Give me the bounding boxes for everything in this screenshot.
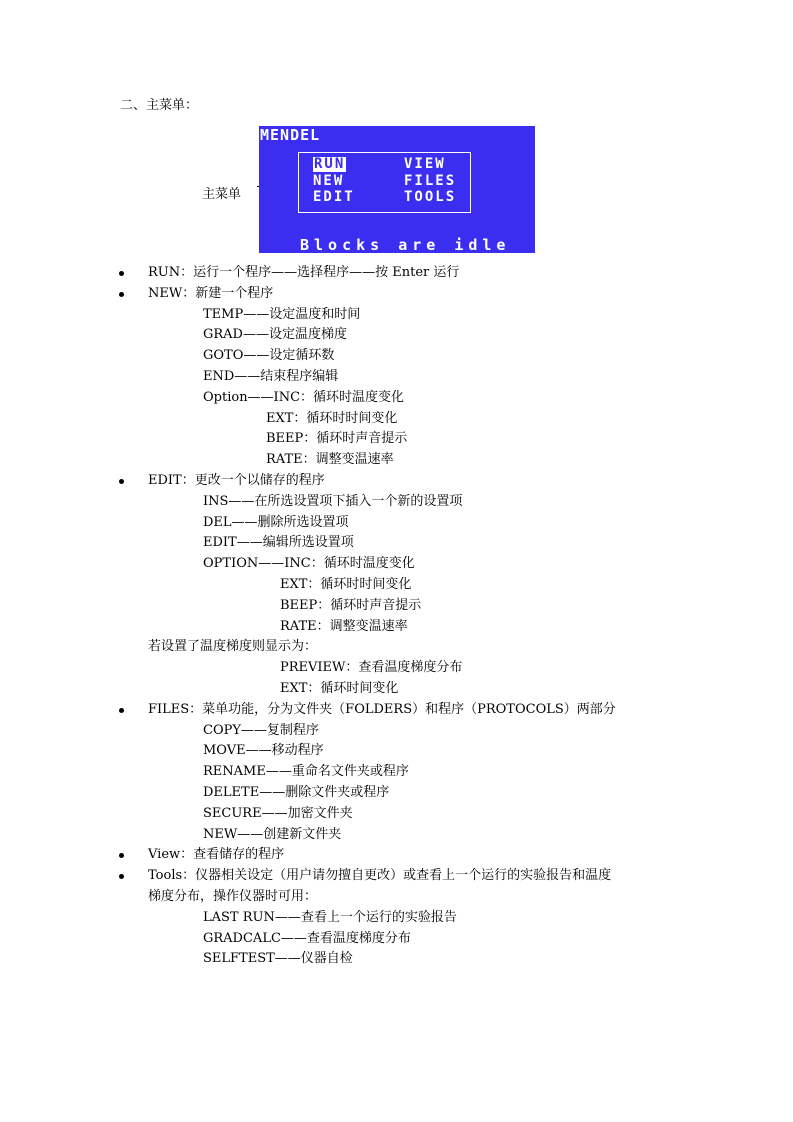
device-screen xyxy=(259,126,535,253)
list-subitem: BEEP：循环时声音提示 xyxy=(266,431,408,447)
list-subitem: TEMP——设定温度和时间 xyxy=(203,306,361,322)
menu-item-files[interactable]: FILES xyxy=(404,173,457,189)
list-subitem: RATE：调整变温速率 xyxy=(280,618,408,634)
menu-item-new[interactable]: NEW xyxy=(313,173,345,189)
list-subitem: DELETE——删除文件夹或程序 xyxy=(203,785,390,800)
list-subitem: RENAME——重命名文件夹或程序 xyxy=(203,764,409,780)
menu-item-tools[interactable]: TOOLS xyxy=(404,189,457,205)
menu-item-run[interactable]: RUN xyxy=(314,156,346,172)
list-subitem: NEW——创建新文件夹 xyxy=(203,826,342,842)
list-subitem: SELFTEST——仪器自检 xyxy=(203,951,353,967)
list-item: Tools：仪器相关设定（用户请勿擅自更改）或查看上一个运行的实验报告和温度 xyxy=(148,868,612,884)
list-subitem: PREVIEW：查看温度梯度分布 xyxy=(280,660,463,676)
list-subitem: END——结束程序编辑 xyxy=(203,369,339,384)
list-subitem: Option——INC：循环时温度变化 xyxy=(203,389,405,405)
list-subitem: MOVE——移动程序 xyxy=(203,743,324,759)
section-heading: 二、主菜单： xyxy=(120,98,199,113)
screen-status: Blocks are idle xyxy=(300,236,511,253)
list-subitem: GRADCALC——查看温度梯度分布 xyxy=(203,930,411,946)
screen-title: MENDEL xyxy=(260,126,321,144)
callout-label: 主菜单 xyxy=(202,187,242,202)
menu-item-edit[interactable]: EDIT xyxy=(313,189,355,205)
bullet-icon xyxy=(119,292,124,297)
list-subitem: SECURE——加密文件夹 xyxy=(203,805,353,821)
list-subitem: GOTO——设定循环数 xyxy=(203,348,335,364)
bullet-icon xyxy=(119,853,124,858)
list-subitem: OPTION——INC：循环时温度变化 xyxy=(203,556,415,572)
list-item: FILES：菜单功能，分为文件夹（FOLDERS）和程序（PROTOCOLS）两部分 xyxy=(148,701,616,717)
list-subitem: EDIT——编辑所选设置项 xyxy=(203,535,354,551)
list-subitem: DEL——删除所选设置项 xyxy=(203,514,349,530)
list-subitem: EXT：循环时时间变化 xyxy=(266,410,398,426)
list-subitem: COPY——复制程序 xyxy=(203,722,319,738)
menu-item-view[interactable]: VIEW xyxy=(404,156,446,172)
list-subitem: EXT：循环时时间变化 xyxy=(280,577,412,592)
list-subitem: RATE：调整变温速率 xyxy=(266,452,394,468)
bullet-icon xyxy=(119,479,124,484)
list-subitem: BEEP：循环时声音提示 xyxy=(280,597,422,613)
list-subitem: LAST RUN——查看上一个运行的实验报告 xyxy=(203,909,457,925)
list-item: View：查看储存的程序 xyxy=(148,847,285,863)
list-subitem: EXT：循环时间变化 xyxy=(280,681,399,696)
list-item: NEW：新建一个程序 xyxy=(148,285,274,301)
list-subitem: 梯度分布，操作仪器时可用： xyxy=(148,889,318,904)
list-subitem: INS——在所选设置项下插入一个新的设置项 xyxy=(203,493,463,509)
list-item: RUN：运行一个程序——选择程序——按 Enter 运行 xyxy=(148,265,460,280)
bullet-icon xyxy=(119,874,124,879)
bullet-icon xyxy=(119,271,124,276)
list-item: EDIT：更改一个以储存的程序 xyxy=(148,473,325,488)
list-subitem: GRAD——设定温度梯度 xyxy=(203,327,347,343)
list-subitem: 若设置了温度梯度则显示为： xyxy=(148,639,318,655)
bullet-icon xyxy=(119,708,124,713)
